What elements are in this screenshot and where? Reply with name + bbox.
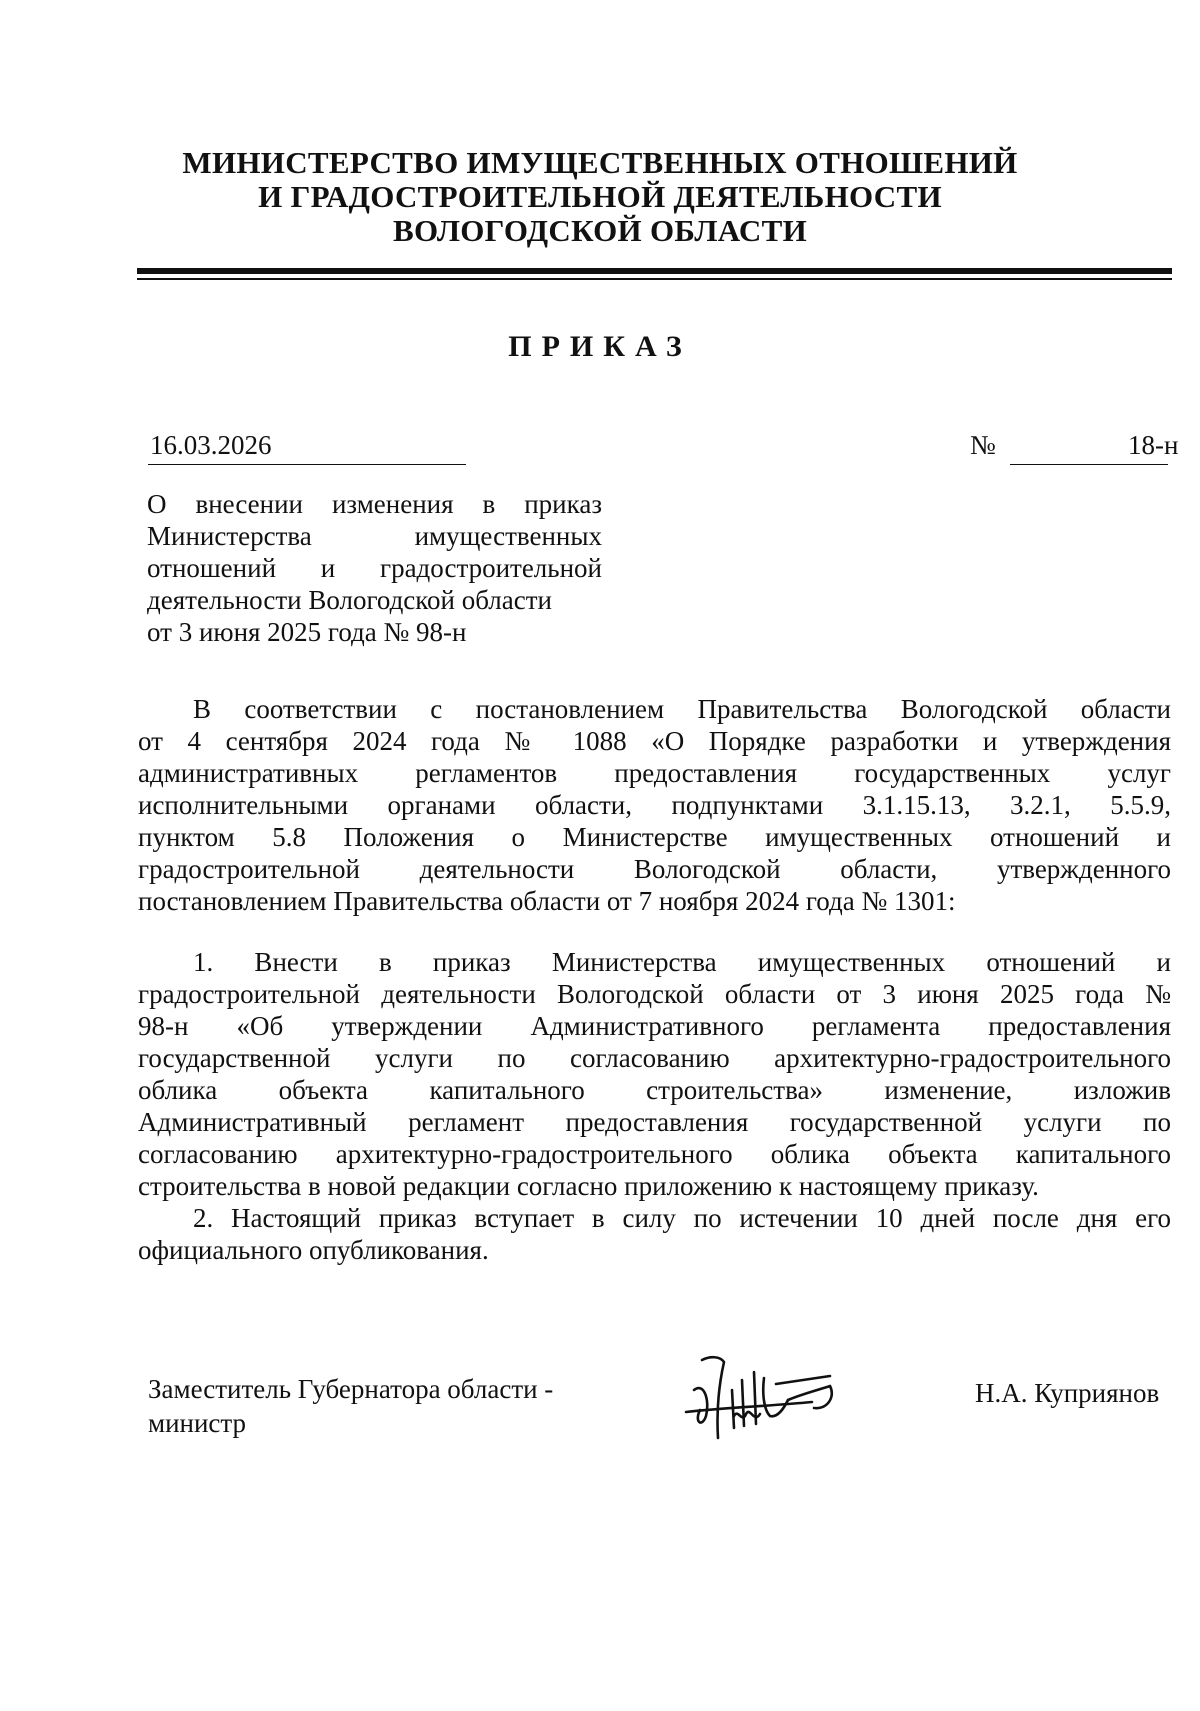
- signatory-title-line: министр: [148, 1408, 247, 1438]
- date-underline: [148, 464, 466, 465]
- item1-line: 98-н «Об утверждении Административного регламента предоставления: [138, 1011, 1171, 1041]
- order-item-1: [138, 946, 1171, 1202]
- header-divider-thick: [137, 268, 1172, 274]
- item1-line: облика объекта капитального строительства» изменение, изложив: [138, 1075, 1171, 1105]
- preamble-line: исполнительными органами области, подпунктами 3.1.15.13, 3.2.1, 5.5.9,: [138, 790, 1171, 820]
- document-date: 16.03.2026: [150, 430, 272, 460]
- number-sign: №: [970, 430, 996, 460]
- subject-line: от 3 июня 2025 года № 98-н: [147, 617, 467, 647]
- ministry-header-line-3: ВОЛОГОДСКОЙ ОБЛАСТИ: [392, 213, 808, 248]
- subject-line: Министерства имущественных: [147, 521, 602, 551]
- document-number: 18-н: [1128, 430, 1179, 460]
- preamble-line: градостроительной деятельности Вологодской области, утвержденного: [138, 854, 1171, 884]
- item1-line: государственной услуги по согласованию архитектурно-градостроительного: [138, 1043, 1171, 1073]
- item1-line: согласованию архитектурно-градостроительного облика объекта капитального: [138, 1139, 1171, 1169]
- document-type-title: ПРИКАЗ: [508, 330, 692, 363]
- item2-line: официального опубликования.: [138, 1235, 489, 1265]
- ministry-header-line-2: И ГРАДОСТРОИТЕЛЬНОЙ ДЕЯТЕЛЬНОСТИ: [258, 179, 942, 214]
- item1-line: Административный регламент предоставления государственной услуги по: [138, 1107, 1171, 1137]
- signatory-title-line: Заместитель Губернатора области -: [148, 1374, 554, 1404]
- document-subject: [147, 488, 602, 648]
- handwritten-signature: [680, 1350, 850, 1445]
- signatory-title: [148, 1372, 553, 1440]
- header-divider-thin: [137, 278, 1172, 280]
- preamble-line: административных регламентов предоставления государственных услуг: [138, 758, 1171, 788]
- number-underline: [1010, 464, 1168, 465]
- item1-line: 1. Внести в приказ Министерства имущественных отношений и: [193, 947, 1171, 977]
- preamble-line: постановлением Правительства области от 7 ноября 2024 года № 1301:: [138, 886, 956, 916]
- item1-line: строительства в новой редакции согласно приложению к настоящему приказу.: [138, 1171, 1039, 1201]
- subject-line: О внесении изменения в приказ: [147, 489, 602, 519]
- order-item-2: [138, 1202, 1171, 1266]
- ministry-header: [0, 146, 1200, 248]
- preamble-paragraph: [138, 693, 1171, 917]
- preamble-line: пунктом 5.8 Положения о Министерстве имущественных отношений и: [138, 822, 1171, 852]
- item2-line: 2. Настоящий приказ вступает в силу по истечении 10 дней после дня его: [193, 1203, 1171, 1233]
- ministry-header-line-1: МИНИСТЕРСТВО ИМУЩЕСТВЕННЫХ ОТНОШЕНИЙ: [182, 145, 1018, 180]
- subject-line: деятельности Вологодской области: [147, 585, 552, 615]
- preamble-line: от 4 сентября 2024 года № 1088 «О Порядке разработки и утверждения: [138, 726, 1171, 756]
- subject-line: отношений и градостроительной: [147, 553, 602, 583]
- preamble-line: В соответствии с постановлением Правительства Вологодской области: [193, 694, 1171, 724]
- item1-line: градостроительной деятельности Вологодской области от 3 июня 2025 года №: [138, 979, 1171, 1009]
- signatory-name: Н.А. Куприянов: [975, 1378, 1160, 1408]
